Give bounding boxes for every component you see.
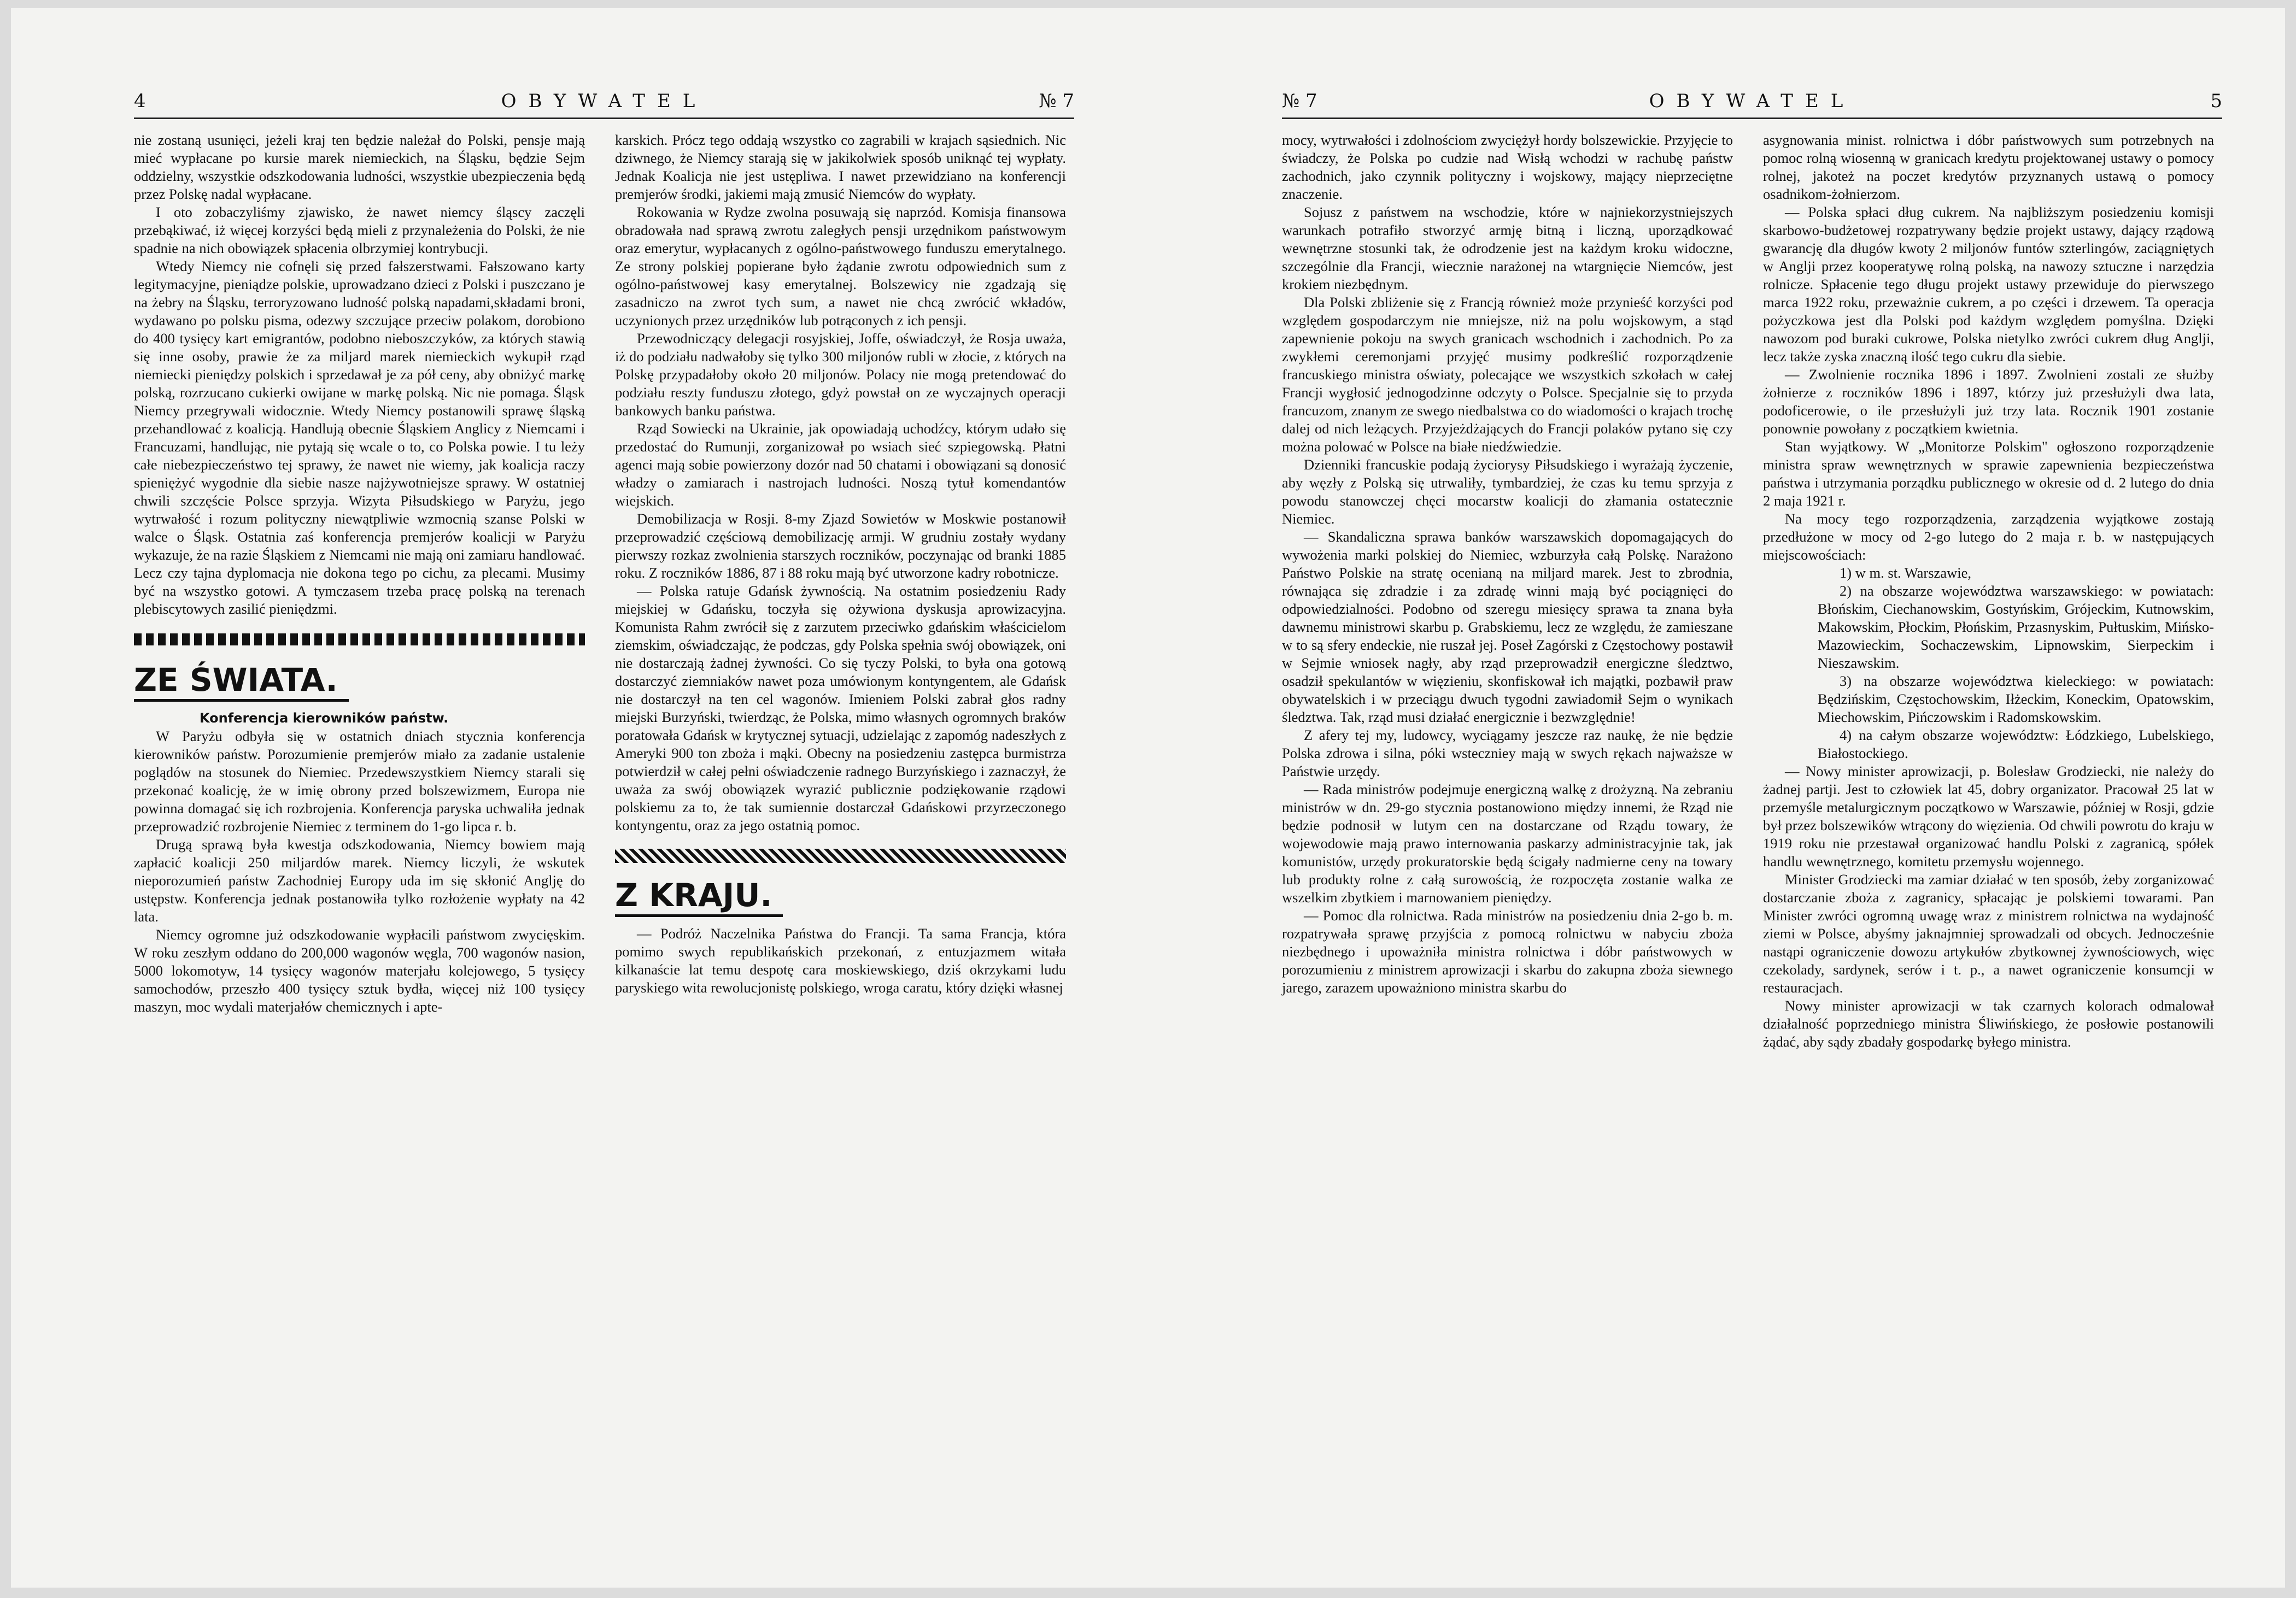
paragraph: — Podróż Naczelnika Państwa do Francji. Ta sama Francja, która pomimo swych republikańskich przekonań, z entuzjazmem witała kilkanaście lat temu despotę cara moskiewskiego, dziś okrzykami ludu paryskiego wita rewolucjonistę polskiego, wroga caratu, który dzięki własnej <box>615 925 1066 996</box>
subheading: Konferencja kierowników państw. <box>200 710 449 726</box>
paragraph: Dla Polski zbliżenie się z Francją również może przynieść korzyści pod względem gospodarczym nie mniejsze, niż na polu wojskowym, a stąd zapewnienie pokoju na swych granicach wschodnich i zachodnich. Po za zwykłemi ceremonjami przyjęć musimy podkreślić rozporządzenie francuskiego ministra oświaty, polecające we wszystkich szkołach w całej Francji wygłosić jednogodzinne odczyty o Polsce. Specjalnie się to przyda francuzom, znanym ze swego niedbalstwa co do wiadomości o krajach trochę dalej od nich leżących. Przyjeżdżających do Francji polaków pytano się czy można polować w Polsce na białe niedźwiedzie. <box>1282 294 1733 455</box>
left-page <box>134 8 1074 1588</box>
paragraph: Rokowania w Rydze zwolna posuwają się naprzód. Komisja finansowa obradowała nad sprawą zwrotu zaległych pensji urzędnikom państwowym oraz emerytur, wypłacanych z ogólno-państwowego funduszu emerytalnego. Ze strony polskiej popierane było żądanie zwrotu odpowiednich sum z ogólno-państwowej kasy emerytalnej. Bolszewicy nie zgadzają się zasadniczo na zwrot tych sum, a nawet nie chcą zwrócić wkładów, uczynionych przez urzędników lub potrąconych z ich pensji. <box>615 204 1066 328</box>
paragraph: Przewodniczący delegacji rosyjskiej, Joffe, oświadczył, że Rosja uważa, iż do podziału nadwałoby się tylko 300 miljonów rubli w złocie, z których na Polskę przypadałoby około 20 miljonów. Polacy nie mogą pretendować do podziału reszty funduszu złotego, gdyż powstał on ze wyczajnych operacji bankowych banku państwa. <box>615 330 1066 419</box>
left-column-1 <box>134 131 585 1016</box>
paragraph: — Polska ratuje Gdańsk żywnością. Na ostatnim posiedzeniu Rady miejskiej w Gdańsku, toczyła się ożywiona dyskusja aprowizacyjna. Komunista Rahm zwrócił się z zarzutem przeciwko gdańskim właścicielom ziemskim, oświadczając, że podczas, gdy Polska spełnia swój obowiązek, oni nie dostarczają żadnej żywności. Co się tyczy Polski, to była ona gotową dostarczyć ziemniaków nawet poza umówionym kontyngentem, ale Gdańsk nie dostarczył na ten cel wagonów. Imieniem Polski zabrał głos radny miejski Burzyński, twierdząc, że Polska, mimo własnych ogromnych braków poratowała Gdańsk w krytycznej sytuacji, udzielając z zapomóg nadeszłych z Ameryki 900 ton zboża i mąki. Obecny na posiedzeniu zastępca burmistrza potwierdził w całej pełni oświadczenie radnego Burzyńskiego i zaznaczył, że uważa za swój obowiązek wyrazić publicznie podziękowanie rządowi polskiemu za to, że tak sumiennie dostarczał Gdańskowi przyrzeczonego kontyngentu, oraz za jego ostatnią pomoc. <box>615 583 1066 833</box>
page-number: 5 <box>2210 90 2222 112</box>
masthead: OBYWATEL <box>501 90 707 112</box>
paragraph: Niemcy ogromne już odszkodowanie wypłacili państwom zwycięskim. W roku zeszłym oddano do 200,000 wagonów węgla, 700 wagonów nasion, 5000 lokomotyw, 14 tysięcy wagonów materjału kolejowego, 5 tysięcy samochodów, przeszło 400 tysięcy sztuk bydła, więcej niż 100 tysięcy maszyn, moc wydali materjałów chemicznych i apte- <box>134 926 585 1015</box>
page-number: 4 <box>134 90 146 112</box>
paragraph: karskich. Prócz tego oddają wszystko co zagrabili w krajach sąsiednich. Nic dziwnego, że Niemcy starają się w jakikolwiek sposób uniknąć tej wypłaty. Jednak Koalicja nie jest ustępliwa. I nawet przewidziano na konferencji premjerów środki, jakiemi mają zmusić Niemców do wypłaty. <box>615 132 1066 202</box>
paragraph: Sojusz z państwem na wschodzie, które w najniekorzystniejszych warunkach potrafiło stworzyć armję bitną i liczną, uporządkować wewnętrzne stosunki tak, że odrodzenie jest na każdym kroku widoczne, szczególnie dla Francji, wiecznie narażonej na wtargnięcie Niemców, jest krokiem niezbędnym. <box>1282 204 1733 292</box>
list-item: 3) na obszarze województwa kieleckiego: w powiatach: Będzińskim, Częstochowskim, Iłżeckim, Koneckim, Opatowskim, Miechowskim, Pińczowskim i Radomskowskim. <box>1818 673 2214 725</box>
masthead: OBYWATEL <box>1649 90 1855 112</box>
issue-number: № 7 <box>1039 90 1074 112</box>
left-column-2 <box>615 131 1066 997</box>
paragraph: Minister Grodziecki ma zamiar działać w ten sposób, żeby zorganizować dostarczanie zboża z zagranicy, spłacając je polskiemi towarami. Pan Minister zwróci ogromną uwagę wraz z ministrem rolnictwa na wydajność ziemi w Polsce, abyśmy jaknajmniej sprowadzali od obcych. Jednocześnie nastąpi ograniczenie dowozu artykułów zbytkownej żywnościowych, więc czekolady, sardynek, serów i t. p., a nawet ograniczenie konsumcji w restauracjach. <box>1763 871 2214 996</box>
paragraph: — Nowy minister aprowizacji, p. Bolesław Grodziecki, nie należy do żadnej partji. Jest to człowiek lat 45, dobry organizator. Pracował 25 lat w przemyśle metalurgicznym początkowo w Warszawie, później w Rosji, gdzie był przez bolszewików wtrącony do więzienia. Od chwili powrotu do kraju w 1919 roku nie przestawał organizować handlu Polski z zagranicą, spółek handlu wewnętrznego, komitetu przemysłu wojennego. <box>1763 763 2214 870</box>
section-heading: ZE ŚWIATA. <box>134 661 349 702</box>
section-heading: Z KRAJU. <box>615 876 783 917</box>
paragraph: Dzienniki francuskie podają życiorysy Piłsudskiego i wyrażają życzenie, aby węzły z Polską się utrwaliły, tymbardziej, że czas ku temu sprzyja z powodu stanowczej chęci mocarstw koalicji do złamania ostatecznie Niemiec. <box>1282 456 1733 527</box>
paragraph: asygnowania minist. rolnictwa i dóbr państwowych sum potrzebnych na pomoc rolną wiosenną w granicach kredytu projektowanej ustawy o pomocy rolnej, jakoteż na poczet kredytów przyznanych ustawą o pomocy osadnikom-żołnierzom. <box>1763 132 2214 202</box>
paragraph: Z afery tej my, ludowcy, wyciągamy jeszcze raz naukę, że nie będzie Polska zdrowa i silna, póki wsteczniey mają w swych rękach najważsze w Państwie urzędy. <box>1282 727 1733 779</box>
paragraph: — Pomoc dla rolnictwa. Rada ministrów na posiedzeniu dnia 2-go b. m. rozpatrywała sprawę przyjścia z pomocą rolnictwu w nabyciu zboża niezbędnego i upoważniła ministra rolnictwa i dóbr państwowych w porozumieniu z ministrem aprowizacji i skarbu do zakupna zboża siewnego jarego, zarazem upoważniono ministra skarbu do <box>1282 907 1733 996</box>
list-item: 1) w m. st. Warszawie, <box>1840 565 1971 581</box>
paragraph: Rząd Sowiecki na Ukrainie, jak opowiadają uchodźcy, którym udało się przedostać do Rumunji, zorganizował po wsiach sieć szpiegowską. Płatni agenci mają sobie powierzony dozór nad 50 chatami i obowiązani są donosić władzy o zamiarach i nastrojach ludności. Noszą tytuł komendantów wiejskich. <box>615 420 1066 509</box>
paragraph: Stan wyjątkowy. W „Monitorze Polskim" ogłoszono rozporządzenie ministra spraw wewnętrznych w sprawie zapewnienia bezpieczeństwa państwa i utrzymania porządku publicznego w okresie od d. 2 lutego do dnia 2 maja 1921 r. <box>1763 438 2214 509</box>
paragraph: nie zostaną usunięci, jeżeli kraj ten będzie należał do Polski, pensje mają mieć wypłacane po kursie marek niemieckich, na Śląsku, będzie Sejm oddzielny, wszystkie odszkodowania ludności, wszystkie ubezpieczenia będą przez Polskę nadal wypłacane. <box>134 132 585 202</box>
paragraph: Wtedy Niemcy nie cofnęli się przed fałszerstwami. Fałszowano karty legitymacyjne, pieniądze polskie, uprowadzano dzieci z Polski i puszczano je na żebry na Śląsku, terroryzowano ludność polską napadami,składami broni, wydawano po polsku pisma, odezwy szczujące przeciw polakom, dorobiono do 400 tysięcy kart emigrantów, podobno nieboszczyków, za których stawią się inne osoby, prawie że za miljard marek niemieckich wykupił rząd niemiecki pieniędzy polskich i sprzedawał je za pół ceny, aby obniżyć markę polską, rozrzucano cukierki owijane w markę polską. Nic nie pomaga. Śląsk Niemcy przegrywali widocznie. Wtedy Niemcy postanowili sprawę śląską przehandlować z koalicją. Handlują obecnie Śląskiem Anglicy z Niemcami i Francuzami, handlując, nie pytają się wcale o to, co Polska powie. I tu leży całe niebezpieczeństwo tej sprawy, że nawet nie wiemy, jak koalicja raczy spieniężyć wygodnie dla siebie nasze najżywotniejsze sprawy. W ostatniej chwili szczęście Polsce sprzyja. Wizyta Piłsudskiego w Paryżu, jego wytrwałość i rozum polityczny niewątpliwie wzmocnią szanse Polski w walce o Śląsk. Ostatnia zaś konferencja premjerów koalicji w Paryżu wykazuje, że na razie Śląskiem z Niemcami nie mają oni zamiaru handlować. Lecz czy tajna dyplomacja nie dokona tego po cichu, za plecami. Musimy być na wszystko gotowi. A tymczasem trzeba pracę polską na terenach plebiscytowych zasilić pieniędzmi. <box>134 258 585 617</box>
paragraph: — Rada ministrów podejmuje energiczną walkę z drożyzną. Na zebraniu ministrów w dn. 29-go stycznia postanowiono między innemi, że Rząd nie będzie podnosił w lutym cen na dostarczane od Rządu towary, że wojewodowie mają prawo internowania paskarzy administracyjnie tak, jak komunistów, urzędy prokuratorskie będą ścigały nadmierne ceny na towary lub produkty rolne z całą surowością, że rozpoczęta zostanie walka ze wszelkim zbytkiem i marnowaniem pieniędzy. <box>1282 781 1733 906</box>
paragraph: — Zwolnienie rocznika 1896 i 1897. Zwolnieni zostali ze służby żołnierze z roczników 1896 i 1897, którzy już przesłużyli dwa lata, podoficerowie, o ile przesłużyli już trzy lata. Rocznik 1901 zostanie ponownie powołany z początkiem kwietnia. <box>1763 366 2214 437</box>
header-rule <box>1282 118 2222 119</box>
paragraph: — Polska spłaci dług cukrem. Na najbliższym posiedzeniu komisji skarbowo-budżetowej rozpatrywany będzie projekt ustawy, dający rządową gwarancję dla długów kwoty 2 miljonów funtów szterlingów, zaciągniętych w Anglji przez kooperatywę rolną polską, na nawozy sztuczne i narzędzia rolnicze. Spłacenie tego długu projekt ustawy przewiduje do pierwszego marca 1922 roku, przeważnie cukrem, a po części i drzewem. Ta operacja pożyczkowa jest dla Polski pod każdym względem pomyślna. Dzięki nawozom pod buraki cukrowe, Polska nietylko zwróci cukrem dług Anglji, lecz także zyska znaczną ilość tego cukru dla siebie. <box>1763 204 2214 365</box>
header-rule <box>134 118 1074 119</box>
scanned-spread <box>11 8 2285 1588</box>
paragraph: I oto zobaczyliśmy zjawisko, że nawet niemcy śląscy zaczęli przebąkiwać, iż więcej korzyści będą mieli z przynależenia do Polski, że nie spadnie na nich obowiązek spłacenia olbrzymiej kontrybucji. <box>134 204 585 256</box>
hatched-divider <box>615 849 1066 863</box>
paragraph: Demobilizacja w Rosji. 8-my Zjazd Sowietów w Moskwie postanowił przeprowadzić częściową demobilizację armji. W grudniu zostały wydany pierwszy rozkaz zwolnienia starszych roczników, poczynając od branki 1885 roku. Z roczników 1886, 87 i 88 roku mają być utworzone kadry robotnicze. <box>615 510 1066 581</box>
ornament-divider <box>134 633 585 645</box>
paragraph: Nowy minister aprowizacji w tak czarnych kolorach odmalował działalność poprzedniego ministra Śliwińskiego, że posłowie postanowili żądać, aby sądy zbadały gospodarkę byłego ministra. <box>1763 997 2214 1050</box>
right-column-2 <box>1763 131 2214 1051</box>
right-page <box>1282 8 2222 1588</box>
issue-number: № 7 <box>1282 90 1317 112</box>
list-item: 4) na całym obszarze województw: Łódzkiego, Lubelskiego, Białostockiego. <box>1818 727 2214 761</box>
paragraph: mocy, wytrwałości i zdolnościom zwyciężył hordy bolszewickie. Przyjęcie to świadczy, że Polska po cudzie nad Wisłą wchodzi w rachubę państw zachodnich, jako czynnik polityczny i wojskowy, mający nieprzeciętne znaczenie. <box>1282 132 1733 202</box>
paragraph: — Skandaliczna sprawa banków warszawskich dopomagających do wywożenia marki polskiej do Niemiec, wzburzyła całą Polskę. Narażono Państwo Polskie na stratę ocenianą na miljard marek. Jest to zbrodnia, równająca się zdradzie i za zdradę winni mają być pociągnięci do odpowiedzialności. Podobno od szeregu miesięcy sprawa ta znana była dawnemu ministrowi skarbu p. Grabskiemu, lecz ze względu, że zamieszane w to są sfery endeckie, nie ruszał jej. Poseł Zagórski z Częstochowy postawił w Sejmie wniosek nagły, aby rząd przeprowadził energiczne śledztwo, osadził spekulantów w więzieniu, skonfiskował ich majątki, pozbawił praw obywatelskich i w przeciągu dwuch tygodni zawiadomił Sejm o wynikach śledztwa. Tak, rząd musi działać energicznie i bezwzględnie! <box>1282 528 1733 725</box>
paragraph: W Paryżu odbyła się w ostatnich dniach stycznia konferencja kierowników państw. Porozumienie premjerów miało za zadanie ustalenie poglądów na stosunek do Niemiec. Przedewszystkiem Niemcy starali się przekonać koalicję, że w imię obrony przed bolszewizmem, Europa nie powinna domagać się ich rozbrojenia. Konferencja paryska uchwaliła jednak przeprowadzić rozbrojenie Niemiec z terminem do 1-go lipca r. b. <box>134 728 585 835</box>
paragraph: Drugą sprawą była kwestja odszkodowania, Niemcy bowiem mają zapłacić koalicji 250 miljardów marek. Niemcy liczyli, że wskutek nieporozumień państw Zachodniej Europy uda im się skłonić Anglję do ustępstw. Konferencja jednak postanowiła tylko rozłożenie wypłaty na 42 lata. <box>134 836 585 925</box>
paragraph: Na mocy tego rozporządzenia, zarządzenia wyjątkowe zostają przedłużone w mocy od 2-go lutego do 2 maja r. b. w następujących miejscowościach: <box>1763 510 2214 563</box>
right-column-1 <box>1282 131 1733 997</box>
list-item: 2) na obszarze województwa warszawskiego: w powiatach: Błońskim, Ciechanowskim, Gostyńskim, Grójeckim, Kutnowskim, Makowskim, Płockim, Płońskim, Przasnyskim, Pułtuskim, Mińsko-Mazowieckim, Sochaczewskim, Lipnowskim, Sierpeckim i Nieszawskim. <box>1818 583 2214 671</box>
